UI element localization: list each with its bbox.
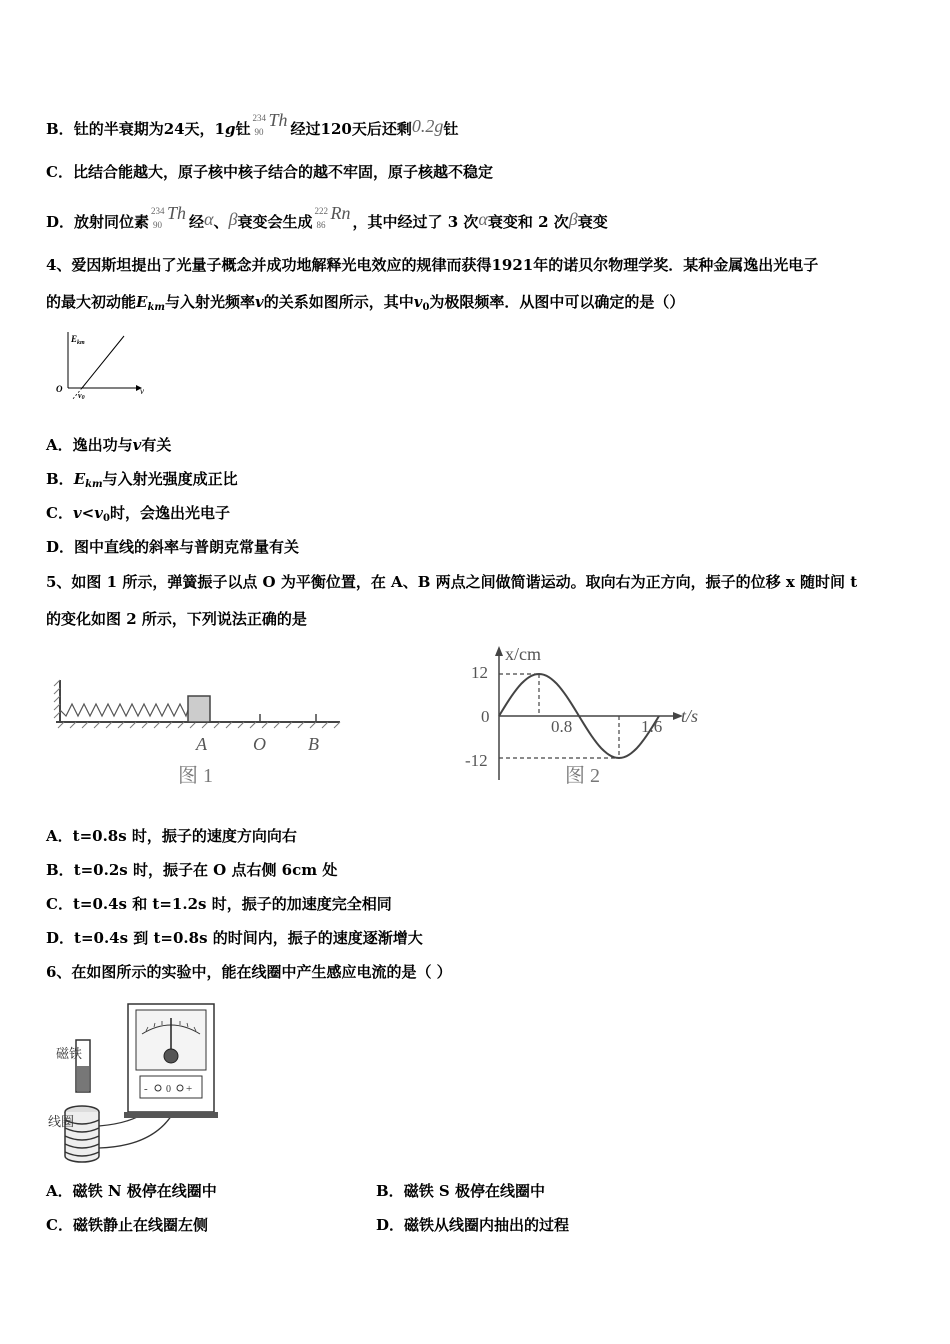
mass-number: 222	[314, 206, 328, 216]
option-label: A．	[46, 1182, 73, 1200]
q4-option-c	[46, 503, 230, 529]
beta-symbol: β	[568, 209, 578, 229]
less-than: <	[81, 504, 95, 522]
beta-symbol: β	[228, 209, 238, 229]
terminal-zero-label: 0	[166, 1084, 171, 1095]
v0-label: ν0	[78, 391, 85, 401]
option-text: 有关	[141, 436, 172, 454]
option-label: C．	[46, 163, 73, 181]
v0-subscript: 0	[422, 302, 430, 313]
option-text: 磁铁静止在线圈左侧	[72, 1216, 208, 1234]
option-label: A．	[46, 436, 73, 454]
mass-number: 234	[151, 206, 165, 216]
stem-text: 为极限频率．从图中可以确定的是（）	[429, 293, 685, 311]
v0-symbol: v	[94, 504, 103, 522]
terminal-2	[177, 1085, 183, 1091]
option-text: 比结合能越大，原子核中核子结合的越不牢固，原子核越不稳定	[72, 163, 493, 181]
q5-option-c	[46, 894, 392, 914]
isotope-th	[252, 110, 289, 137]
point-o-label: O	[253, 734, 266, 754]
galvanometer-base	[124, 1112, 218, 1118]
origin-label: O	[56, 384, 63, 394]
q3b-text-after: 经过120天后还剩	[290, 120, 412, 138]
q5-option-a	[46, 826, 297, 846]
option-label: B．	[46, 120, 74, 138]
zero-label: 0	[481, 707, 490, 726]
option-text: 与入射光强度成正比	[102, 470, 238, 488]
magnet-label: 磁铁	[56, 1046, 83, 1061]
graph-line	[82, 336, 124, 388]
q3-option-d	[46, 203, 608, 232]
symbol: Th	[268, 110, 288, 130]
oscillator-block	[188, 696, 210, 722]
ekm-frequency-graph	[52, 328, 147, 404]
option-text: 经	[189, 213, 205, 231]
option-text: 磁铁 N 极停在线圈中	[72, 1182, 217, 1200]
option-text: 放射同位素	[74, 213, 150, 231]
ekm-symbol: E	[136, 293, 148, 311]
option-text: 衰变会生成	[237, 213, 313, 231]
y-min-label: -12	[465, 751, 488, 770]
ekm-symbol: E	[73, 470, 86, 488]
symbol: Rn	[330, 203, 351, 223]
option-text: t=0.2s 时，振子在 O 点右侧 6cm 处	[73, 861, 338, 879]
q6-option-a	[46, 1181, 217, 1201]
option-label: D．	[376, 1216, 405, 1234]
v0-symbol: v	[413, 293, 423, 311]
option-text: 衰变	[577, 213, 608, 231]
option-text: t=0.4s 到 t=0.8s 的时间内，振子的速度逐渐增大	[74, 929, 423, 947]
needle-pivot	[164, 1049, 178, 1063]
v-symbol: v	[72, 504, 82, 522]
q6-option-b	[376, 1181, 545, 1201]
option-text: 磁铁 S 极停在线圈中	[403, 1182, 545, 1200]
terminal-plus-label: +	[186, 1083, 193, 1095]
q5-stem-line2: 的变化如图 2 所示，下列说法正确的是	[46, 610, 307, 628]
x-axis-label: t/s	[681, 706, 699, 726]
ekm-subscript: km	[147, 302, 165, 313]
y-axis-label: x/cm	[505, 644, 541, 664]
q4-option-b	[46, 469, 238, 495]
spring	[60, 704, 188, 716]
q5-option-b	[46, 860, 337, 880]
option-text: 时，会逸出光电子	[109, 504, 230, 522]
terminal-1	[155, 1085, 161, 1091]
x-axis-label: ν	[140, 386, 144, 396]
q4-option-d	[46, 537, 299, 557]
q4-stem-line1: 4、爱因斯坦提出了光量子概念并成功地解释光电效应的规律而获得1921年的诺贝尔物理学奖．某种金属逸出光电子	[46, 256, 819, 274]
atomic-number: 86	[316, 220, 326, 230]
option-label: B．	[376, 1182, 404, 1200]
figure-1-spring-oscillator	[50, 672, 350, 792]
v-symbol: v	[254, 293, 264, 311]
alpha-symbol: α	[204, 209, 214, 229]
alpha-symbol: α	[478, 209, 488, 229]
point-a-label: A	[196, 734, 207, 754]
stem-text: 的最大初动能	[46, 293, 137, 311]
stem-text: 与入射光频率	[164, 293, 255, 311]
magnet-dark-pole	[77, 1066, 89, 1091]
option-label: D．	[46, 213, 75, 231]
q4-stem-line2	[46, 292, 684, 318]
q6-option-d	[376, 1215, 569, 1235]
option-label: C．	[46, 895, 73, 913]
v-symbol: v	[132, 436, 142, 454]
terminal-minus-label: -	[144, 1083, 148, 1095]
figure-2-displacement-graph	[455, 640, 715, 790]
figure-1-caption: 图 1	[178, 765, 213, 787]
option-label: B．	[46, 470, 74, 488]
t2-label: 1.6	[641, 717, 663, 736]
symbol: Th	[167, 203, 187, 223]
q5-stem-line1: 5、如图 1 所示，弹簧振子以点 O 为平衡位置，在 A、B 两点之间做简谐运动。取向右为正方向，振子的位移 x 随时间 t	[46, 573, 858, 591]
q6-stem: 6、在如图所示的实验中，能在线圈中产生感应电流的是（ ）	[46, 963, 452, 981]
induction-experiment-figure	[46, 996, 236, 1171]
q3b-text: 钍的半衰期为24天，1	[73, 120, 225, 138]
option-text: ，其中经过了 3 次	[352, 213, 479, 231]
figure-2-caption: 图 2	[565, 765, 600, 787]
option-label: C．	[46, 504, 73, 522]
q3b-text-end: 钍	[443, 120, 459, 138]
q4-option-a	[46, 435, 171, 455]
option-text: 逸出功与	[72, 436, 133, 454]
q6-option-c	[46, 1215, 208, 1235]
option-label: B．	[46, 861, 74, 879]
terminal-panel	[140, 1076, 202, 1098]
option-label: D．	[46, 538, 75, 556]
option-text: 衰变和 2 次	[487, 213, 569, 231]
mass-value: 0.2g	[411, 116, 444, 136]
q3-option-b	[46, 110, 459, 139]
isotope-th	[151, 203, 187, 230]
option-text: t=0.8s 时，振子的速度方向向右	[72, 827, 297, 845]
q3-option-c	[46, 162, 493, 182]
t1-label: 0.8	[551, 717, 573, 736]
option-label: A．	[46, 827, 73, 845]
option-text: 图中直线的斜率与普朗克常量有关	[74, 538, 300, 556]
q5-option-d	[46, 928, 423, 948]
coil-label: 线圈	[48, 1114, 75, 1129]
option-label: D．	[46, 929, 75, 947]
stem-text: 的关系如图所示，其中	[263, 293, 414, 311]
atomic-number: 90	[254, 127, 264, 137]
y-axis-label: $E_{km}$	[71, 334, 85, 346]
v0-subscript: 0	[102, 513, 110, 524]
option-text: t=0.4s 和 t=1.2s 时，振子的加速度完全相同	[72, 895, 392, 913]
isotope-rn	[314, 203, 351, 230]
ekm-subscript: km	[85, 479, 103, 490]
y-max-label: 12	[471, 663, 488, 682]
option-text: 磁铁从线圈内抽出的过程	[404, 1216, 570, 1234]
mass-number: 234	[252, 113, 267, 123]
point-b-label: B	[308, 734, 319, 754]
q3b-text-mid: 钍	[235, 120, 251, 138]
atomic-number: 90	[153, 220, 163, 230]
y-axis-arrow	[495, 646, 503, 656]
q3b-unit: g	[225, 120, 236, 138]
option-label: C．	[46, 1216, 73, 1234]
separator: 、	[213, 213, 229, 231]
